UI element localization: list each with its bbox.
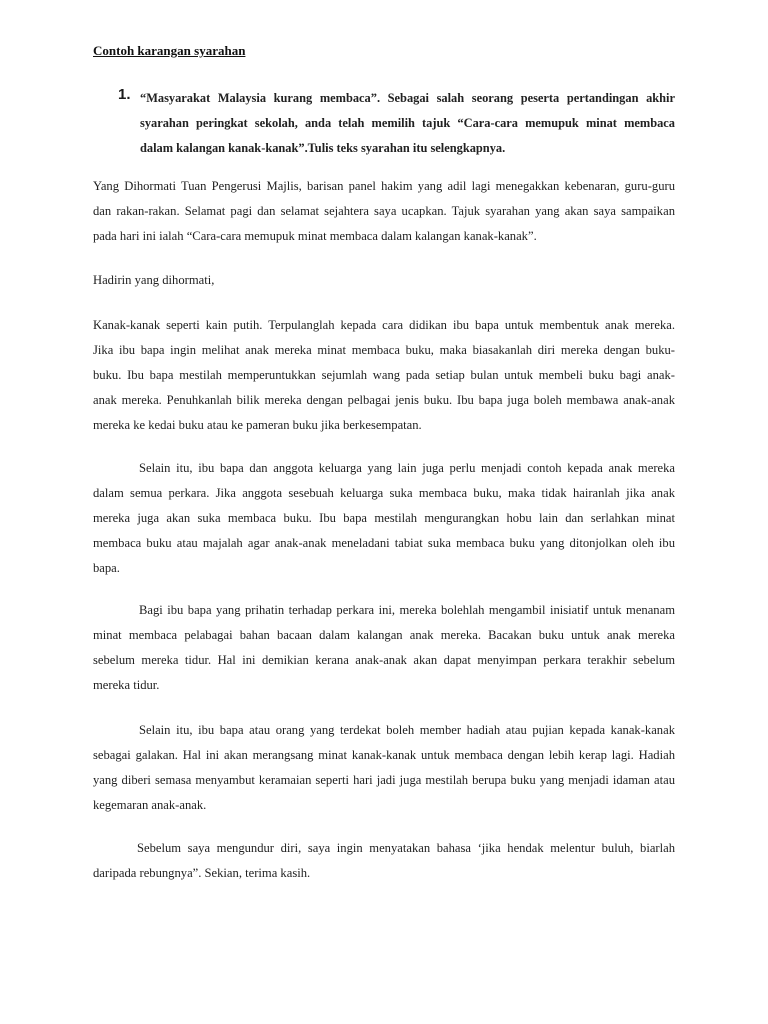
paragraph-line: Hadirin yang dihormati, (93, 273, 215, 287)
document-title: Contoh karangan syarahan (93, 43, 246, 58)
paragraph-hadiah (93, 718, 675, 818)
paragraph-line: membaca buku atau majalah agar anak-anak meneladani tabiat suka membaca buku yang ditonjolkan oleh ibu (93, 536, 675, 550)
paragraph-opening (93, 174, 675, 249)
paragraph-line: Yang Dihormati Tuan Pengerusi Majlis, barisan panel hakim yang adil lagi menegakkan kebenaran, guru-guru (93, 179, 675, 193)
paragraph-line: dan rakan-rakan. Selamat pagi dan selamat sejahtera saya ucapkan. Tajuk syarahan yang akan saya sampaikan (93, 204, 675, 218)
question-line: syarahan peringkat sekolah, anda telah memilih tajuk “Cara-cara memupuk minat membaca (140, 116, 675, 130)
question-number: 1. (118, 86, 131, 103)
paragraph-line: Selain itu, ibu bapa atau orang yang terdekat boleh member hadiah atau pujian kepada kanak-kanak (139, 723, 675, 737)
paragraph-line: sebagai galakan. Hal ini akan merangsang minat kanak-kanak untuk membaca dengan lebih kerap lagi. Hadiah (93, 748, 675, 762)
paragraph-line: pada hari ini ialah “Cara-cara memupuk minat membaca dalam kalangan kanak-kanak”. (93, 229, 537, 243)
paragraph-line: Kanak-kanak seperti kain putih. Terpulanglah kepada cara didikan ibu bapa untuk membentuk anak mereka. (93, 318, 675, 332)
paragraph-line: yang diberi semasa menyambut keramaian seperti hari jadi juga mestilah berupa buku yang menjadi idaman atau (93, 773, 675, 787)
paragraph-line: Bagi ibu bapa yang prihatin terhadap perkara ini, mereka bolehlah mengambil inisiatif untuk menanam (139, 603, 675, 617)
paragraph-line: mereka juga akan suka membaca buku. Ibu bapa mestilah mengurangkan hobu lain dan serlahkan minat (93, 511, 675, 525)
paragraph-line: mereka ke kedai buku atau ke pameran buku jika berkesempatan. (93, 418, 422, 432)
paragraph-line: kegemaran anak-anak. (93, 798, 207, 812)
paragraph-kain-putih (93, 313, 675, 438)
paragraph-line: Selain itu, ibu bapa dan anggota keluarga yang lain juga perlu menjadi contoh kepada anak mereka (139, 461, 675, 475)
paragraph-inisiatif (93, 598, 675, 698)
question-line: dalam kalangan kanak-kanak”.Tulis teks syarahan itu selengkapnya. (140, 141, 506, 155)
paragraph-penutup (93, 836, 675, 886)
paragraph-line: bapa. (93, 561, 120, 575)
paragraph-line: minat membaca pelabagai bahan bacaan dalam kalangan anak mereka. Bacakan buku untuk anak mereka (93, 628, 675, 642)
paragraph-hadirin (93, 268, 675, 293)
paragraph-contoh (93, 456, 675, 581)
paragraph-line: Sebelum saya mengundur diri, saya ingin menyatakan bahasa ‘jika hendak melentur buluh, biarlah (137, 841, 675, 855)
paragraph-line: daripada rebungnya”. Sekian, terima kasih. (93, 866, 311, 880)
paragraph-line: buku. Ibu bapa mestilah memperuntukkan sejumlah wang pada setiap bulan untuk membeli buku bagi anak- (93, 368, 675, 382)
question-text (140, 86, 675, 161)
paragraph-line: anak mereka. Penuhkanlah bilik mereka dengan pelbagai jenis buku. Ibu bapa juga boleh membawa anak-anak (93, 393, 675, 407)
question-line: “Masyarakat Malaysia kurang membaca”. Sebagai salah seorang peserta pertandingan akhir (140, 91, 675, 105)
paragraph-line: sebelum mereka tidur. Hal ini demikian kerana anak-anak akan dapat menyimpan perkara terakhir sebelum (93, 653, 675, 667)
paragraph-line: Jika ibu bapa ingin melihat anak mereka minat membaca buku, maka biasakanlah diri mereka dengan buku- (93, 343, 675, 357)
paragraph-line: mereka tidur. (93, 678, 160, 692)
paragraph-line: dalam semua perkara. Jika anggota sesebuah keluarga suka membaca buku, maka tidak hairanlah jika anak (93, 486, 675, 500)
